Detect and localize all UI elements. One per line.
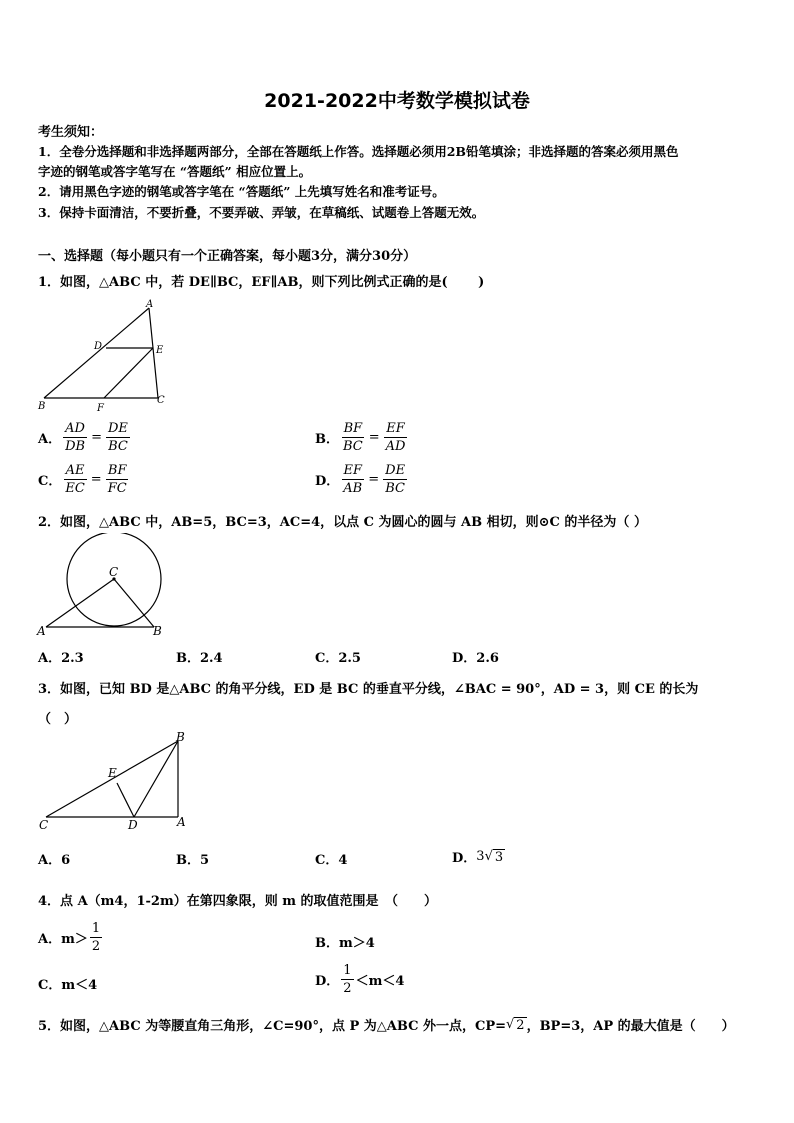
question-2-stem: 2．如图，△ABC 中，AB=5，BC=3，AC=4，以点 C 为圆心的圆与 AB 相切，则⊙C 的半径为（ ） xyxy=(38,515,647,530)
question-4-option-a[interactable]: A．m＞ $\frac{1}{2}$ xyxy=(38,921,101,954)
notice-item-1-line-2: 字迹的钢笔或答字笔写在 “答题纸” 相应位置上。 xyxy=(38,164,312,179)
q3-label-b: B xyxy=(176,730,185,744)
question-3-option-b[interactable]: B．5 xyxy=(176,853,210,868)
question-1-option-a[interactable]: A． $\frac{AD}{DB}$ = $\frac{DE}{BC}$ xyxy=(38,421,128,454)
q1-label-a: A xyxy=(146,299,154,310)
notice-item-3: 3．保持卡面清洁，不要折叠，不要弄破、弄皱，在草稿纸、试题卷上答题无效。 xyxy=(38,205,485,220)
question-2-option-c[interactable]: C．2.5 xyxy=(315,651,361,666)
question-3-stem: 3．如图，已知 BD 是△ABC 的角平分线，ED 是 BC 的垂直平分线，∠BAC = 90°，AD = 3，则 CE 的长为 xyxy=(38,682,699,697)
q1-label-e: E xyxy=(156,345,164,356)
notice-item-1-line-1: 1．全卷分选择题和非选择题两部分，全部在答题纸上作答。选择题必须用2B铅笔填涂；非选择题的答案必须用黑色 xyxy=(38,144,679,159)
q1-label-b: B xyxy=(38,401,46,412)
q3-label-e: E xyxy=(108,766,117,780)
q3-label-d: D xyxy=(128,818,138,832)
q2-label-a: A xyxy=(37,624,46,638)
notice-heading: 考生须知： xyxy=(38,125,104,140)
q2-label-b: B xyxy=(153,624,162,638)
q2-label-c: C xyxy=(109,565,119,579)
question-3-figure xyxy=(36,728,196,838)
q3-label-a: A xyxy=(177,815,186,829)
question-4-option-c[interactable]: C．m＜4 xyxy=(38,978,98,993)
question-4-option-d[interactable]: D． $\frac{1}{2}$ ＜m＜4 xyxy=(315,963,405,996)
q1-label-f: F xyxy=(97,403,104,414)
notice-item-2: 2．请用黑色字迹的钢笔或答字笔在 “答题纸” 上先填写姓名和准考证号。 xyxy=(38,184,445,199)
question-1-stem: 1．如图，△ABC 中，若 DE∥BC，EF∥AB，则下列比例式正确的是( ) xyxy=(38,275,485,290)
question-2-figure xyxy=(36,533,171,641)
question-5-stem: 5．如图，△ABC 为等腰直角三角形，∠C=90°，点 P 为△ABC 外一点，CP= √ 2 ，BP=3，AP 的最大值是（ ） xyxy=(38,1016,735,1034)
page-title: 2021-2022中考数学模拟试卷 xyxy=(264,90,530,112)
question-4-stem: 4．点 A（m4，1-2m）在第四象限，则 m 的取值范围是 （ ） xyxy=(38,894,438,909)
section-heading: 一、选择题（每小题只有一个正确答案，每小题3分，满分30分） xyxy=(38,249,417,264)
question-1-option-b[interactable]: B． $\frac{BF}{BC}$ = $\frac{EF}{AD}$ xyxy=(315,421,406,454)
question-3-option-a[interactable]: A．6 xyxy=(38,853,71,868)
question-1-option-d[interactable]: D． $\frac{EF}{AB}$ = $\frac{DE}{BC}$ xyxy=(315,463,406,496)
question-4-option-b[interactable]: B．m＞4 xyxy=(315,936,375,951)
question-2-option-a[interactable]: A．2.3 xyxy=(38,651,84,666)
question-3-option-d[interactable]: D． 3 √ 3 xyxy=(452,848,504,866)
q1-label-d: D xyxy=(94,341,103,352)
q3-label-c: C xyxy=(39,818,49,832)
q1-label-c: C xyxy=(157,395,165,406)
question-1-figure xyxy=(36,298,171,416)
question-2-option-d[interactable]: D．2.6 xyxy=(452,651,499,666)
question-2-option-b[interactable]: B．2.4 xyxy=(176,651,223,666)
question-1-option-c[interactable]: C． $\frac{AE}{EC}$ = $\frac{BF}{FC}$ xyxy=(38,463,127,496)
question-3-paren: （ ） xyxy=(38,712,78,727)
question-3-option-c[interactable]: C．4 xyxy=(315,853,348,868)
